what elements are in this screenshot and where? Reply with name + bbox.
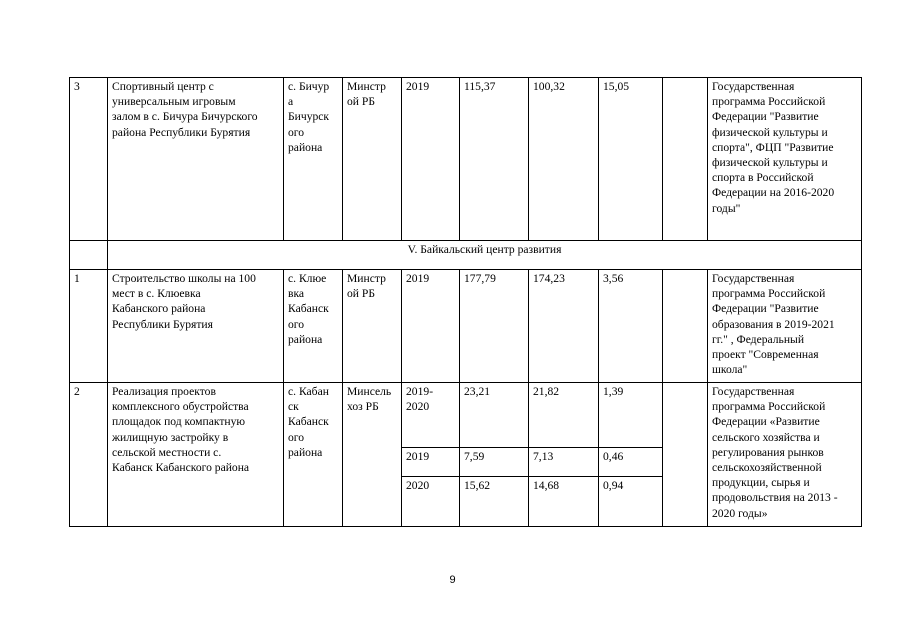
period-year: 2019- 2020 (402, 383, 460, 448)
period-year: 2019 (402, 270, 460, 383)
federal-amount: 174,23 (529, 270, 599, 383)
customer-ministry: Минстр ой РБ (343, 78, 402, 241)
project-name: Реализация проектов комплексного обустройства площадок под компактную жилищную застройку в сельской местности с. Кабанск Кабанского района (108, 383, 284, 527)
federal-amount: 7,13 (529, 448, 599, 477)
other-amount (663, 383, 708, 527)
project-location: с. Клюе вка Кабанск ого района (284, 270, 343, 383)
customer-ministry: Минсель хоз РБ (343, 383, 402, 527)
period-year: 2019 (402, 448, 460, 477)
regional-amount: 0,46 (599, 448, 663, 477)
regional-amount: 1,39 (599, 383, 663, 448)
total-amount: 7,59 (460, 448, 529, 477)
other-amount (663, 78, 708, 241)
total-amount: 23,21 (460, 383, 529, 448)
period-year: 2019 (402, 78, 460, 241)
section-title: V. Байкальский центр развития (108, 241, 862, 270)
customer-ministry: Минстр ой РБ (343, 270, 402, 383)
federal-amount: 14,68 (529, 477, 599, 527)
page-number: 9 (449, 574, 456, 586)
other-amount (663, 270, 708, 383)
federal-amount: 100,32 (529, 78, 599, 241)
program-text: Государственная программа Российской Федерации «Развитие сельского хозяйства и регулирования рынков сельскохозяйственной продукции, сырья и продовольствия на 2013 - 2020 годы» (708, 383, 862, 527)
program-text: Государственная программа Российской Федерации "Развитие образования в 2019-2021 гг." , Федеральный проект "Современная школа" (708, 270, 862, 383)
row-number: 3 (70, 78, 108, 241)
total-amount: 115,37 (460, 78, 529, 241)
program-text: Государственная программа Российской Федерации "Развитие физической культуры и спорта", ФЦП "Развитие физической культуры и спорта в Российской Федерации на 2016-2020 годы" (708, 78, 862, 241)
row-number: 1 (70, 270, 108, 383)
project-name: Строительство школы на 100 мест в с. Клюевка Кабанского района Республики Бурятия (108, 270, 284, 383)
table-row (70, 78, 862, 241)
total-amount: 15,62 (460, 477, 529, 527)
project-location: с. Бичур а Бичурск ого района (284, 78, 343, 241)
regional-amount: 3,56 (599, 270, 663, 383)
period-year: 2020 (402, 477, 460, 527)
federal-amount: 21,82 (529, 383, 599, 448)
table-row (70, 270, 862, 383)
section-row (70, 241, 862, 270)
project-location: с. Кабан ск Кабанск ого района (284, 383, 343, 527)
row-number: 2 (70, 383, 108, 527)
project-name: Спортивный центр с универсальным игровым залом в с. Бичура Бичурского района Республики Бурятия (108, 78, 284, 241)
regional-amount: 15,05 (599, 78, 663, 241)
total-amount: 177,79 (460, 270, 529, 383)
table-row (70, 383, 862, 448)
investment-table (69, 77, 862, 527)
regional-amount: 0,94 (599, 477, 663, 527)
